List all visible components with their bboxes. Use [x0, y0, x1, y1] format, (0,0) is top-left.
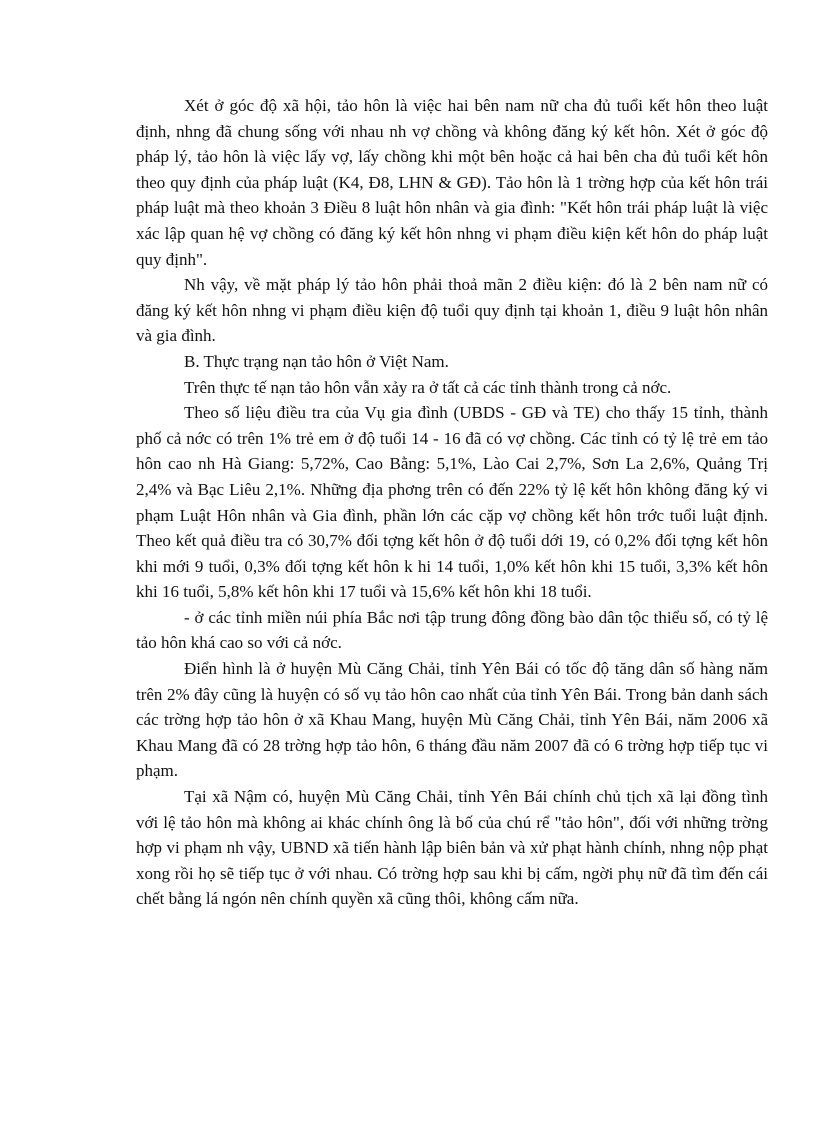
paragraph-mu-cang-chai: Điển hình là ở huyện Mù Căng Chải, tỉnh Yên Bái có tốc độ tăng dân số hàng năm trên 2% đây cũng là huyện có số vụ tảo hôn cao nhất của tỉnh Yên Bái. Trong bản danh sách các trờng hợp tảo hôn ở xã Khau Mang, huyện Mù Căng Chải, tỉnh Yên Bái, năm 2006 xã Khau Mang đã có 28 trờng hợp tảo hôn, 6 tháng đầu năm 2007 đã có 6 trờng hợp tiếp tục vi phạm. — [136, 659, 768, 781]
document-body — [136, 93, 768, 912]
paragraph-survey-statistics: Theo số liệu điều tra của Vụ gia đình (UBDS - GĐ và TE) cho thấy 15 tỉnh, thành phố cả nớc có trên 1% trẻ em ở độ tuổi 14 - 16 đã có vợ chồng. Các tỉnh có tỷ lệ trẻ em tảo hôn cao nh Hà Giang: 5,72%, Cao Bằng: 5,1%, Lào Cai 2,7%, Sơn La 2,6%, Quảng Trị 2,4% và Bạc Liêu 2,1%. Những địa phơng trên có đến 22% tỷ lệ kết hôn không đăng ký vi phạm Luật Hôn nhân và Gia đình, phần lớn các cặp vợ chồng kết hôn trớc tuổi luật định. Theo kết quả điều tra có 30,7% đối tợng kết hôn ở độ tuổi dới 19, có 0,2% đối tợng kết hôn khi mới 9 tuổi, 0,3% đối tợng kết hôn k hi 14 tuổi, 1,0% kết hôn khi 15 tuổi, 3,3% kết hôn khi 16 tuổi, 5,8% kết hôn khi 17 tuổi và 15,6% kết hôn khi 18 tuổi. — [136, 403, 768, 602]
section-heading: B. Thực trạng nạn tảo hôn ở Việt Nam. — [184, 351, 449, 371]
paragraph-northern-provinces: - ở các tỉnh miền núi phía Bắc nơi tập trung đông đồng bào dân tộc thiểu số, có tỷ lệ tảo hôn khá cao so với cả nớc. — [136, 607, 768, 653]
paragraph-nationwide: Trên thực tế nạn tảo hôn vẫn xảy ra ở tất cả các tỉnh thành trong cả nớc. — [184, 377, 672, 397]
paragraph-definition: Xét ở góc độ xã hội, tảo hôn là việc hai bên nam nữ cha đủ tuổi kết hôn theo luật định, nhng đã chung sống với nhau nh vợ chồng và không đăng ký kết hôn. Xét ở góc độ pháp lý, tảo hôn là việc lấy vợ, lấy chồng khi một bên hoặc cả hai bên cha đủ tuổi kết hôn theo quy định của pháp luật (K4, Đ8, LHN & GĐ). Tảo hôn là 1 trờng hợp của kết hôn trái pháp luật mà theo khoản 3 Điều 8 luật hôn nhân và gia đình: "Kết hôn trái pháp luật là việc xác lập quan hệ vợ chồng có đăng ký kết hôn nhng vi phạm điều kiện kết hôn do pháp luật quy định". — [136, 96, 768, 269]
paragraph-legal-conditions: Nh vậy, về mặt pháp lý tảo hôn phải thoả mãn 2 điều kiện: đó là 2 bên nam nữ có đăng ký kết hôn nhng vi phạm điều kiện độ tuổi quy định tại khoản 1, điều 9 luật hôn nhân và gia đình. — [136, 275, 768, 346]
paragraph-nam-co: Tại xã Nậm có, huyện Mù Căng Chải, tỉnh Yên Bái chính chủ tịch xã lại đồng tình với lệ tảo hôn mà không ai khác chính ông là bố của chú rể "tảo hôn", đối với những trờng hợp vi phạm nh vậy, UBND xã tiến hành lập biên bản và xử phạt hành chính, nhng nộp phạt xong rồi họ sẽ tiếp tục ở với nhau. Có trờng hợp sau khi bị cấm, ngời phụ nữ đã tìm đến cái chết bằng lá ngón nên chính quyền xã cũng thôi, không cấm nữa. — [136, 787, 768, 909]
